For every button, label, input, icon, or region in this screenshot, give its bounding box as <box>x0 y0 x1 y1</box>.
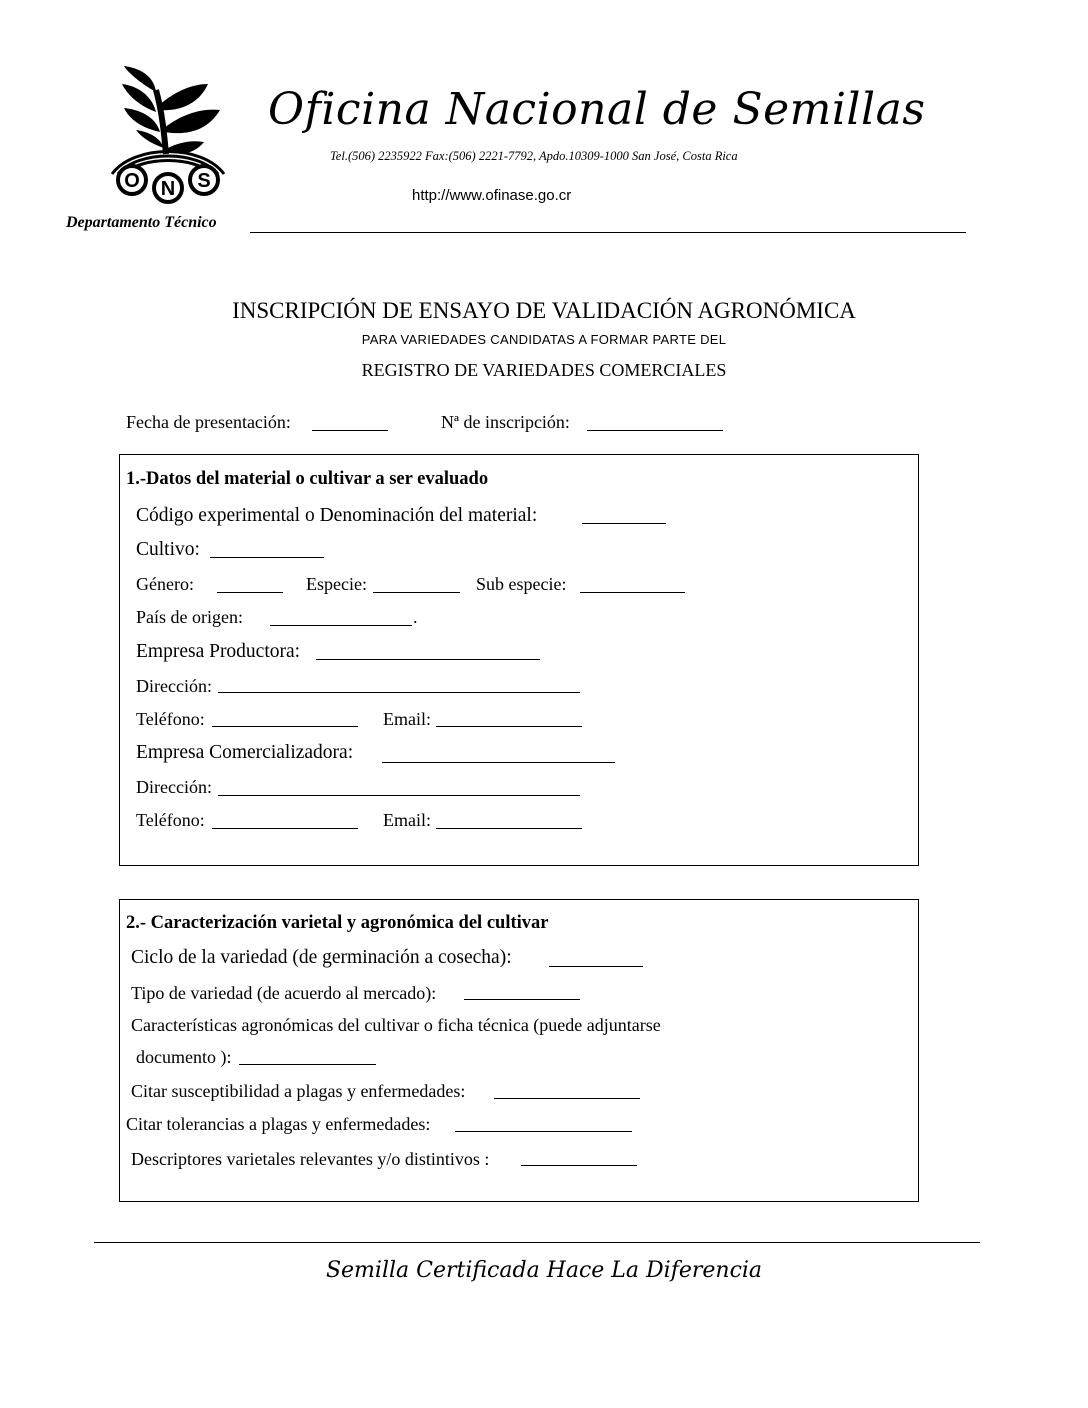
document-subtitle-registry: REGISTRO DE VARIEDADES COMERCIALES <box>361 360 727 380</box>
document-title: INSCRIPCIÓN DE ENSAYO DE VALIDACIÓN AGRONÓMICA <box>232 298 856 323</box>
subespecie-field[interactable] <box>580 592 685 593</box>
direccion-2-label: Dirección: <box>136 777 212 797</box>
email-2-label: Email: <box>383 810 431 830</box>
empresa-comercializadora-field[interactable] <box>382 762 615 763</box>
contact-line: Tel.(506) 2235922 Fax:(506) 2221-7792, Apdo.10309-1000 San José, Costa Rica <box>330 149 738 163</box>
section-1-heading: 1.-Datos del material o cultivar a ser evaluado <box>126 469 489 489</box>
direccion-2-field[interactable] <box>218 795 580 796</box>
pais-field[interactable] <box>270 625 412 626</box>
email-1-field[interactable] <box>436 726 582 727</box>
tipo-label: Tipo de variedad (de acuerdo al mercado): <box>131 983 437 1003</box>
caracteristicas-label: Características agronómicas del cultivar o ficha técnica (puede adjuntarse <box>131 1015 661 1035</box>
empresa-productora-field[interactable] <box>316 659 540 660</box>
website-link[interactable]: http://www.ofinase.go.cr <box>412 187 572 204</box>
telefono-2-field[interactable] <box>212 828 358 829</box>
subespecie-label: Sub especie: <box>476 574 567 594</box>
direccion-1-label: Dirección: <box>136 676 212 696</box>
telefono-2-label: Teléfono: <box>136 810 205 830</box>
fecha-field[interactable] <box>312 430 388 431</box>
descriptores-label: Descriptores varietales relevantes y/o distintivos : <box>131 1149 490 1169</box>
footer-motto: Semilla Certificada Hace La Diferencia <box>325 1258 763 1283</box>
direccion-1-field[interactable] <box>218 692 580 693</box>
telefono-1-field[interactable] <box>212 726 358 727</box>
genero-label: Género: <box>136 574 194 594</box>
especie-field[interactable] <box>373 592 460 593</box>
ciclo-field[interactable] <box>549 966 643 967</box>
documento-label: documento ): <box>136 1047 232 1067</box>
genero-field[interactable] <box>217 592 283 593</box>
descriptores-field[interactable] <box>521 1165 637 1166</box>
footer-divider <box>94 1242 980 1243</box>
codigo-field[interactable] <box>582 523 666 524</box>
susceptibilidad-label: Citar susceptibilidad a plagas y enfermedades: <box>131 1081 466 1101</box>
document-subtitle: PARA VARIEDADES CANDIDATAS A FORMAR PARTE DEL <box>361 332 727 347</box>
logo-letter-s: S <box>197 170 211 192</box>
section-2-heading: 2.- Caracterización varietal y agronómica del cultivar <box>126 913 549 933</box>
ciclo-label: Ciclo de la variedad (de germinación a cosecha): <box>131 947 512 968</box>
cultivo-label: Cultivo: <box>136 539 200 560</box>
department-label: Departamento Técnico <box>66 214 217 231</box>
telefono-1-label: Teléfono: <box>136 709 205 729</box>
logo-letter-o: O <box>124 170 140 192</box>
susceptibilidad-field[interactable] <box>494 1098 640 1099</box>
tipo-field[interactable] <box>464 999 580 1000</box>
especie-label: Especie: <box>306 574 367 594</box>
logo-letter-n: N <box>160 178 176 200</box>
email-2-field[interactable] <box>436 828 582 829</box>
office-title: Oficina Nacional de Semillas <box>268 84 926 135</box>
tolerancias-label: Citar tolerancias a plagas y enfermedades: <box>126 1114 431 1134</box>
ons-logo <box>104 62 232 212</box>
tolerancias-field[interactable] <box>455 1131 632 1132</box>
codigo-label: Código experimental o Denominación del material: <box>136 505 538 526</box>
inscripcion-field[interactable] <box>587 430 723 431</box>
pais-label: País de origen: <box>136 607 243 627</box>
documento-field[interactable] <box>239 1064 376 1065</box>
header-divider <box>250 232 966 233</box>
inscripcion-label: Nª de inscripción: <box>441 412 570 432</box>
pais-period: . <box>413 607 418 627</box>
empresa-productora-label: Empresa Productora: <box>136 641 301 662</box>
empresa-comercializadora-label: Empresa Comercializadora: <box>136 742 354 763</box>
fecha-label: Fecha de presentación: <box>126 412 291 432</box>
cultivo-field[interactable] <box>210 557 324 558</box>
email-1-label: Email: <box>383 709 431 729</box>
